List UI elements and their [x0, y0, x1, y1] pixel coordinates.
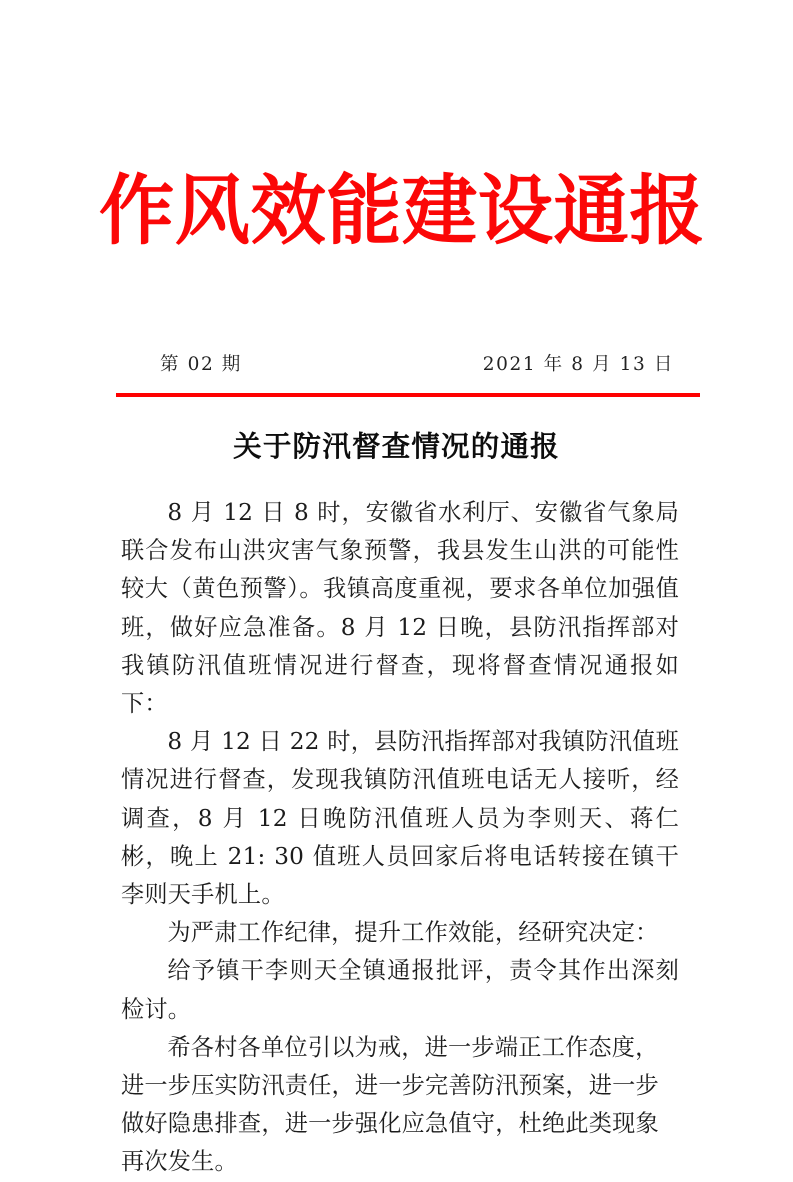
document-title: 关于防汛督查情况的通报: [233, 429, 560, 463]
body-paragraph: 8 月 12 日 8 时，安徽省水利厅、安徽省气象局联合发布山洪灾害气象预警，我县发生山洪的可能性较大（黄色预警）。我镇高度重视，要求各单位加强值班，做好应急准备。8 月 12 日晚，县防汛指挥部对我镇防汛值班情况进行督查，现将督查情况通报如下：: [121, 499, 679, 718]
issue-date: 2021 年 8 月 13 日: [482, 354, 674, 375]
document-body: [121, 494, 679, 1182]
masthead-title: 作风效能建设通报: [99, 166, 705, 255]
body-paragraph: 希各村各单位引以为戒，进一步端正工作态度，进一步压实防汛责任，进一步完善防汛预案，进一步做好隐患排查，进一步强化应急值守，杜绝此类现象再次发生。: [121, 1033, 659, 1176]
body-paragraph: 给予镇干李则天全镇通报批评，责令其作出深刻检讨。: [121, 957, 679, 1023]
issue-number: 第 02 期: [160, 354, 242, 375]
issue-line: [116, 350, 700, 376]
body-paragraph: 为严肃工作纪律，提升工作效能，经研究决定：: [167, 919, 659, 947]
body-paragraph: 8 月 12 日 22 时，县防汛指挥部对我镇防汛值班情况进行督查，发现我镇防汛值班电话无人接听，经调查，8 月 12 日晚防汛值班人员为李则天、蒋仁彬，晚上 21: 30 值班人员回家后将电话转接在镇干李则天手机上。: [121, 728, 679, 909]
red-divider-rule: [116, 393, 700, 397]
